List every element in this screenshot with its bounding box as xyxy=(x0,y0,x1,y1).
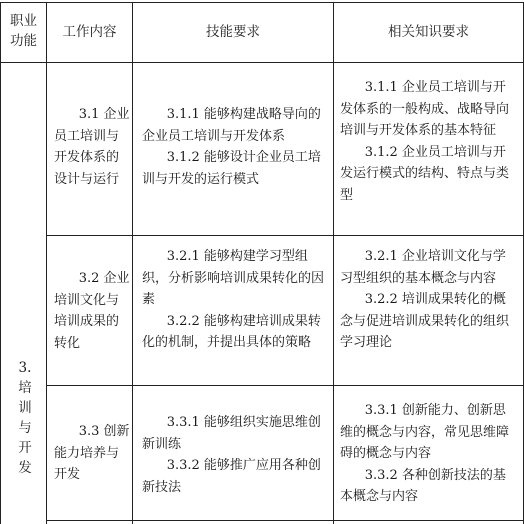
skill-item: 3.2.2 能够构建培训成果转化的机制，并提出具体的策略 xyxy=(142,313,321,350)
function-title-char: 训 xyxy=(18,400,32,416)
col-divider-2 xyxy=(132,2,133,524)
row-2-bottom-border xyxy=(46,385,524,386)
function-title-char: 开 xyxy=(18,440,32,456)
header-work-content: 工作内容 xyxy=(62,24,117,40)
col-divider-1 xyxy=(46,2,47,524)
work-content-text: 3.1 企业员工培训与开发体系的设计与运行 xyxy=(54,107,130,187)
row-1-work-content xyxy=(54,104,130,190)
knowledge-item: 3.3.2 各种创新技法的基本概念与内容 xyxy=(340,467,506,504)
row-3-bottom-border xyxy=(46,520,524,521)
header-knowledge-requirements: 相关知识要求 xyxy=(388,24,469,40)
table-left-border xyxy=(0,2,1,524)
row-3-work-content xyxy=(54,421,130,486)
row-3-skills xyxy=(142,412,328,498)
function-title-char: 发 xyxy=(18,460,32,476)
row-1-bottom-border xyxy=(46,235,524,236)
row-3-knowledge xyxy=(340,400,518,508)
work-content-text: 3.2 企业培训文化与培训成果的转化 xyxy=(54,271,130,351)
table-top-border xyxy=(0,2,524,3)
function-cell xyxy=(14,358,36,478)
function-number: 3. xyxy=(18,360,32,376)
header-bottom-border xyxy=(0,62,524,63)
knowledge-item: 3.2.2 培训成果转化的概念与促进培训成果转化的组织学习理论 xyxy=(340,292,510,350)
skill-item: 3.2.1 能够构建学习型组织，分析影响培训成果转化的因素 xyxy=(142,249,325,307)
header-function-line-2: 功能 xyxy=(10,33,37,49)
work-content-text: 3.3 创新能力培养与开发 xyxy=(54,424,130,482)
skill-item: 3.1.1 能够构建战略导向的企业员工培训与开发体系 xyxy=(142,107,321,144)
row-2-skills xyxy=(142,246,328,354)
skill-item: 3.1.2 能够设计企业员工培训与开发的运行模式 xyxy=(142,150,321,187)
row-1-knowledge xyxy=(340,77,518,206)
skill-item: 3.3.2 能够推广应用各种创新技法 xyxy=(142,458,321,495)
row-2-work-content xyxy=(54,268,130,354)
header-function xyxy=(1,11,46,51)
function-title-char: 与 xyxy=(18,420,32,436)
row-2-knowledge xyxy=(340,246,518,354)
function-title-char: 培 xyxy=(18,380,32,396)
header-function-line-1: 职业 xyxy=(10,13,37,29)
row-1-skills xyxy=(142,104,328,190)
header-skill-requirements: 技能要求 xyxy=(206,24,260,40)
knowledge-item: 3.1.2 企业员工培训与开发运行模式的结构、特点与类型 xyxy=(340,144,510,203)
skill-item: 3.3.1 能够组织实施思维创新训练 xyxy=(142,415,321,452)
knowledge-item: 3.1.1 企业员工培训与开发体系的一般构成、战略导向培训与开发体系的基本特征 xyxy=(340,80,510,138)
knowledge-item: 3.2.1 企业培训文化与学习型组织的基本概念与内容 xyxy=(340,249,506,286)
col-divider-3 xyxy=(333,2,334,524)
knowledge-item: 3.3.1 创新能力、创新思维的概念与内容，常见思维障碍的概念与内容 xyxy=(340,403,510,461)
